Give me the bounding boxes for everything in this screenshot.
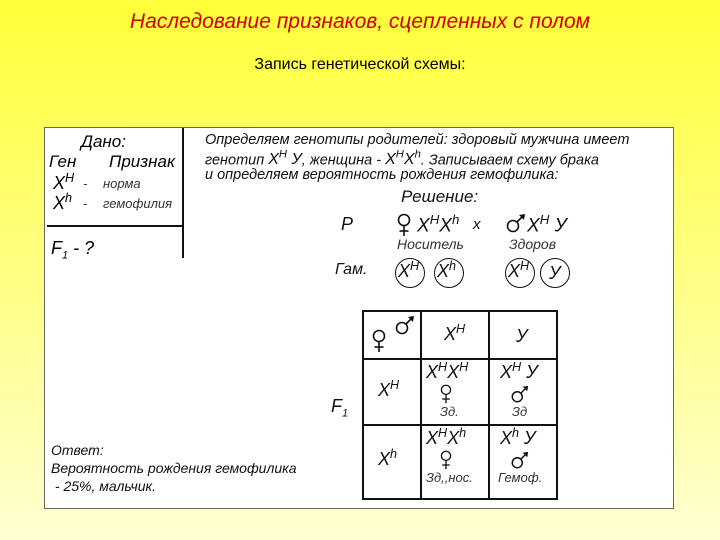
gene-column-header: Ген — [49, 152, 77, 171]
male-genotype: $X^H$ У — [268, 149, 302, 169]
given-question — [51, 238, 94, 262]
mother-note: Носитель — [397, 236, 464, 252]
gene-symbol: X — [53, 173, 66, 193]
offspring-genotype: $X^HX^H$ — [426, 360, 469, 382]
gamete: $X^h$ — [437, 259, 457, 281]
f1-subscript: 1 — [62, 249, 69, 262]
solution-heading: Решение: — [401, 187, 479, 206]
task-line-2-mid: , женщина - — [301, 152, 382, 169]
male-symbol-icon — [510, 384, 530, 404]
gametes-label: Гам. — [335, 261, 368, 278]
father-genotype: $X^H$ У — [527, 212, 567, 237]
trait-column-header: Признак — [109, 152, 175, 171]
task-line-2-prefix: генотип — [205, 152, 265, 169]
female-symbol-icon — [397, 213, 411, 237]
grid-line — [488, 312, 490, 498]
given-vertical-rule — [182, 128, 184, 258]
offspring-genotype: $X^h$ У — [500, 426, 536, 448]
allele-symbol: H — [65, 171, 75, 185]
column-header-gamete: $X^H$ — [444, 322, 466, 344]
father-note: Здоров — [509, 236, 556, 252]
offspring-genotype: $X^HX^h$ — [426, 426, 467, 448]
f1-label: $F_1$ — [331, 396, 349, 420]
offspring-note: Гемоф. — [498, 470, 543, 485]
task-line-3: и определяем вероятность рождения гемофилика: — [205, 167, 559, 183]
gamete: У — [549, 263, 561, 283]
punnett-square — [362, 310, 558, 500]
row-header-gamete: $X^h$ — [378, 447, 398, 469]
given-row-hemophilia-dash: - — [83, 196, 88, 211]
given-divider — [47, 225, 183, 227]
female-symbol-icon — [372, 329, 386, 353]
offspring-note: Зд — [512, 404, 528, 419]
genetics-panel — [44, 127, 674, 509]
row-header-gamete: $X^H$ — [378, 378, 400, 400]
male-symbol-icon — [510, 450, 530, 470]
task-line-2-suffix: . Записываем схему брака — [420, 152, 599, 169]
given-row-hemophilia-trait: гемофилия — [103, 196, 173, 211]
given-row-norm-dash: - — [83, 176, 88, 191]
given-heading: Дано: — [81, 132, 126, 151]
answer-line-2: Вероятность рождения гемофилика — [51, 460, 297, 476]
answer-line-3: - 25%, мальчик. — [51, 478, 157, 494]
task-line-1: Определяем генотипы родителей: здоровый мужчина имеет — [205, 132, 630, 148]
given-row-norm-trait: норма — [103, 176, 141, 191]
offspring-note: Зд,,нос. — [426, 470, 473, 485]
column-header-gamete: У — [516, 326, 528, 346]
allele-symbol: h — [65, 191, 73, 205]
gamete: $X^H$ — [508, 259, 530, 281]
female-genotype: $X^HX^h$ — [385, 149, 421, 169]
f1-symbol: F — [51, 238, 62, 258]
slide-subtitle: Запись генетической схемы: — [254, 56, 466, 73]
offspring-genotype: $X^H$ У — [500, 360, 538, 382]
given-row-hemophilia — [53, 191, 72, 214]
slide-title: Наследование признаков, сцепленных с полом — [129, 10, 591, 33]
question-text: - ? — [73, 238, 95, 258]
gene-symbol: X — [53, 193, 66, 213]
grid-line — [420, 312, 422, 498]
offspring-note: Зд. — [440, 404, 459, 419]
female-symbol-icon — [440, 450, 452, 470]
cross-symbol: х — [473, 216, 481, 233]
mother-genotype: $X^HX^h$ — [417, 212, 460, 237]
parents-label: P — [341, 214, 354, 234]
gamete: $X^H$ — [398, 259, 420, 281]
male-symbol-icon — [394, 314, 416, 336]
female-symbol-icon — [440, 384, 452, 404]
answer-heading: Ответ: — [51, 442, 104, 458]
male-symbol-icon — [505, 212, 527, 234]
